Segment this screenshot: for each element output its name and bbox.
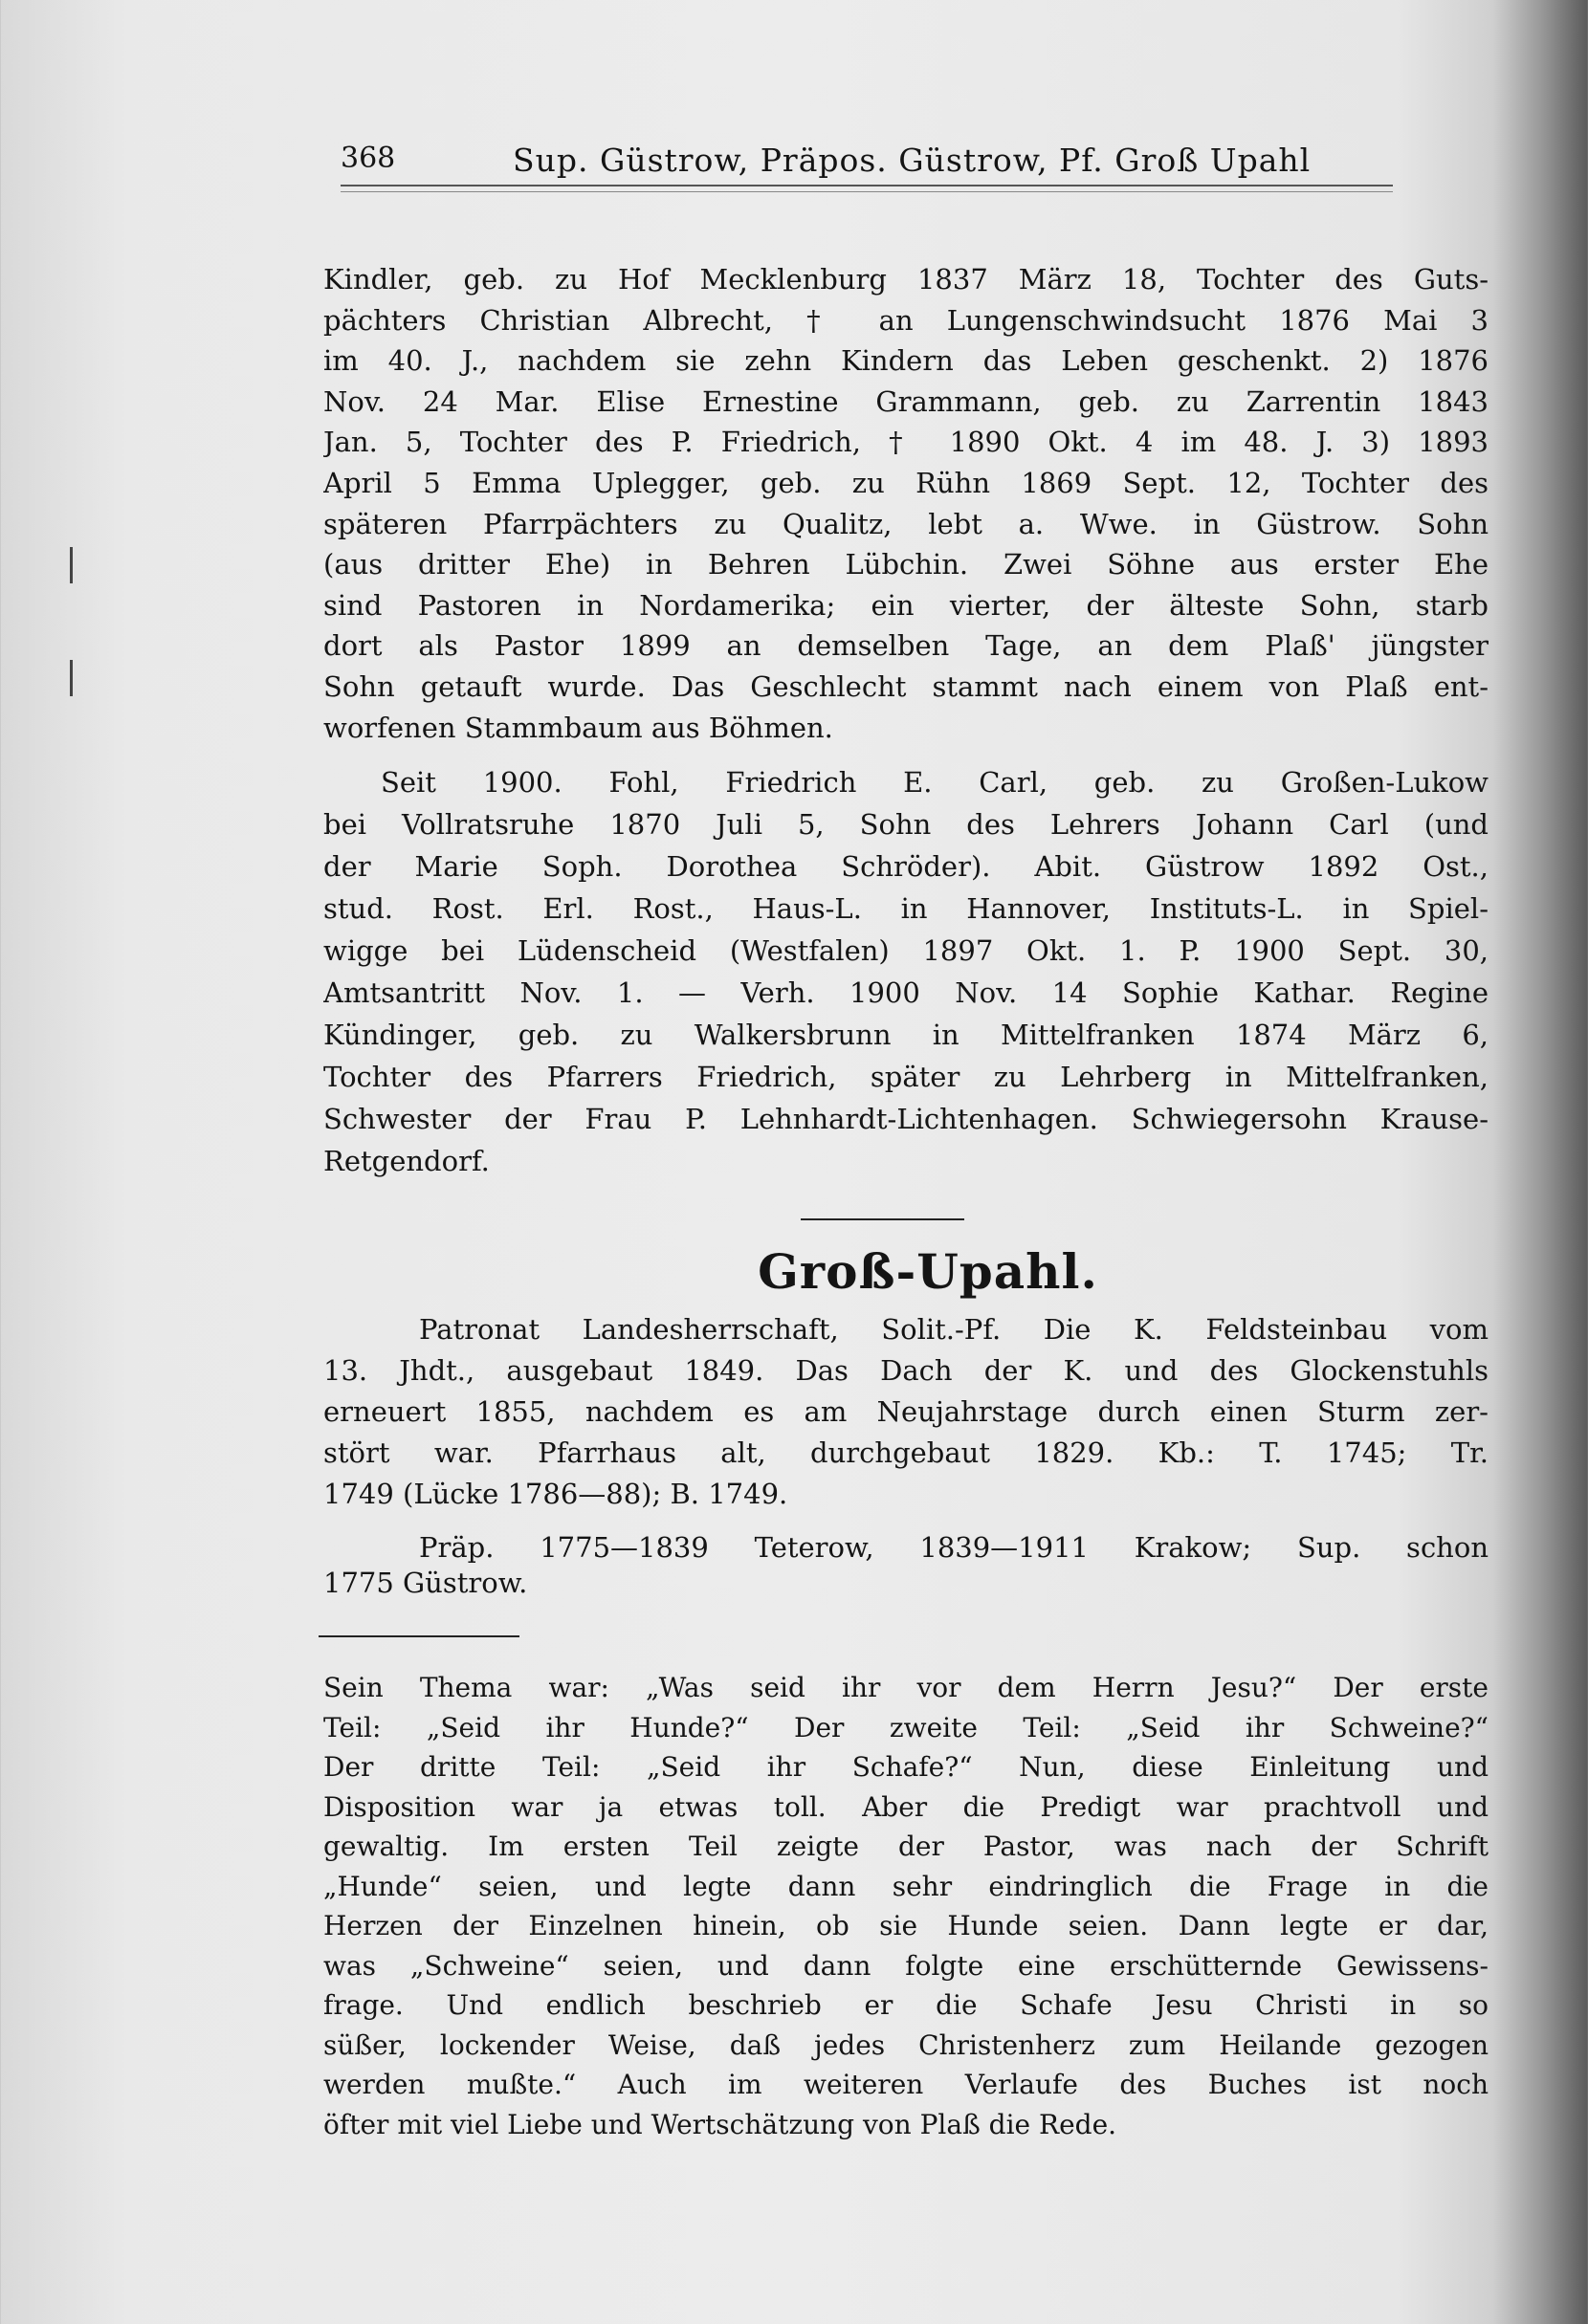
- footnote-line: Herzen der Einzelnen hinein, ob sie Hunde seien. Dann legte er dar,: [323, 1910, 1489, 1941]
- running-title: Sup. Güstrow, Präpos. Güstrow, Pf. Groß Upahl: [513, 142, 1312, 179]
- paragraph-line: Sohn getauft wurde. Das Geschlecht stammt nach einem von Plaß ent-: [323, 670, 1489, 703]
- footnote-line: „Hunde“ seien, und legte dann sehr eindringlich die Frage in die: [323, 1870, 1489, 1902]
- section-paragraph-line: 1749 (Lücke 1786—88); B. 1749.: [323, 1478, 788, 1510]
- paragraph-line: bei Vollratsruhe 1870 Juli 5, Sohn des Lehrers Johann Carl (und: [323, 808, 1489, 841]
- paragraph-line: Jan. 5, Tochter des P. Friedrich, † 1890 Okt. 4 im 48. J. 3) 1893: [323, 426, 1489, 459]
- paragraph-line: im 40. J., nachdem sie zehn Kindern das Leben geschenkt. 2) 1876: [323, 344, 1489, 378]
- paragraph-line: stud. Rost. Erl. Rost., Haus-L. in Hannover, Instituts-L. in Spiel-: [323, 892, 1489, 925]
- paragraph-line: Nov. 24 Mar. Elise Ernestine Grammann, geb. zu Zarrentin 1843: [323, 384, 1489, 418]
- paragraph-line: worfenen Stammbaum aus Böhmen.: [323, 711, 833, 744]
- footnote-line: was „Schweine“ seien, und dann folgte eine erschütternde Gewissens-: [323, 1949, 1489, 1982]
- section-paragraph-line: Präp. 1775—1839 Teterow, 1839—1911 Krakow; Sup. schon: [419, 1531, 1489, 1564]
- paragraph-line: sind Pastoren in Nordamerika; ein vierter, der älteste Sohn, starb: [323, 588, 1489, 622]
- section-paragraph-line: 1775 Güstrow.: [323, 1567, 528, 1599]
- footnote-line: gewaltig. Im ersten Teil zeigte der Pastor, was nach der Schrift: [323, 1831, 1489, 1862]
- running-header: [341, 142, 1383, 189]
- margin-mark: [70, 547, 73, 583]
- paragraph-line: späteren Pfarrpächters zu Qualitz, lebt a. Wwe. in Güstrow. Sohn: [323, 507, 1489, 540]
- header-rule: [341, 185, 1393, 192]
- margin-mark: [70, 660, 73, 696]
- footnote-line: werden mußte.“ Auch im weiteren Verlaufe des Buches ist noch: [323, 2069, 1489, 2100]
- paragraph-line: Seit 1900. Fohl, Friedrich E. Carl, geb. zu Großen-Lukow: [381, 766, 1489, 799]
- footnote-rule: [319, 1635, 519, 1637]
- section-paragraph-line: 13. Jhdt., ausgebaut 1849. Das Dach der K. und des Glockenstuhls: [323, 1354, 1489, 1387]
- footnote-line: öfter mit viel Liebe und Wertschätzung von Plaß die Rede.: [323, 2108, 1117, 2140]
- paragraph-line: Amtsantritt Nov. 1. — Verh. 1900 Nov. 14 Sophie Kathar. Regine: [323, 976, 1489, 1009]
- paragraph-line: Retgendorf.: [323, 1145, 490, 1177]
- paragraph-line: April 5 Emma Uplegger, geb. zu Rühn 1869 Sept. 12, Tochter des: [323, 467, 1489, 499]
- footnote-line: süßer, lockender Weise, daß jedes Christenherz zum Heilande gezogen: [323, 2028, 1489, 2061]
- section-paragraph-line: erneuert 1855, nachdem es am Neujahrstage durch einen Sturm zer-: [323, 1395, 1489, 1428]
- footnote-line: Teil: „Seid ihr Hunde?“ Der zweite Teil: „Seid ihr Schweine?“: [323, 1711, 1489, 1743]
- section-paragraph-line: Patronat Landesherrschaft, Solit.-Pf. Die K. Feldsteinbau vom: [419, 1313, 1489, 1346]
- section-paragraph-line: stört war. Pfarrhaus alt, durchgebaut 1829. Kb.: T. 1745; Tr.: [323, 1436, 1489, 1469]
- footnote-line: frage. Und endlich beschrieb er die Schafe Jesu Christi in so: [323, 1989, 1489, 2021]
- section-heading: Groß-Upahl.: [758, 1243, 1098, 1300]
- paragraph-line: Kündinger, geb. zu Walkersbrunn in Mittelfranken 1874 März 6,: [323, 1019, 1489, 1051]
- paragraph-line: pächters Christian Albrecht, † an Lungenschwindsucht 1876 Mai 3: [323, 303, 1489, 337]
- paragraph-line: (aus dritter Ehe) in Behren Lübchin. Zwei Söhne aus erster Ehe: [323, 548, 1489, 581]
- paragraph-line: Tochter des Pfarrers Friedrich, später zu Lehrberg in Mittelfranken,: [323, 1061, 1489, 1093]
- paragraph-line: der Marie Soph. Dorothea Schröder). Abit. Güstrow 1892 Ost.,: [323, 850, 1489, 883]
- page-number: 368: [341, 142, 396, 175]
- footnote-line: Sein Thema war: „Was seid ihr vor dem Herrn Jesu?“ Der erste: [323, 1672, 1489, 1703]
- footnote-line: Disposition war ja etwas toll. Aber die Predigt war prachtvoll und: [323, 1790, 1489, 1823]
- paragraph-line: dort als Pastor 1899 an demselben Tage, an dem Plaß' jüngster: [323, 629, 1489, 663]
- paragraph-line: wigge bei Lüdenscheid (Westfalen) 1897 Okt. 1. P. 1900 Sept. 30,: [323, 934, 1489, 967]
- footnote-line: Der dritte Teil: „Seid ihr Schafe?“ Nun, diese Einleitung und: [323, 1751, 1489, 1783]
- section-divider: [801, 1218, 964, 1220]
- paragraph-line: Schwester der Frau P. Lehnhardt-Lichtenhagen. Schwiegersohn Krause-: [323, 1103, 1489, 1135]
- paragraph-line: Kindler, geb. zu Hof Mecklenburg 1837 März 18, Tochter des Guts-: [323, 263, 1489, 296]
